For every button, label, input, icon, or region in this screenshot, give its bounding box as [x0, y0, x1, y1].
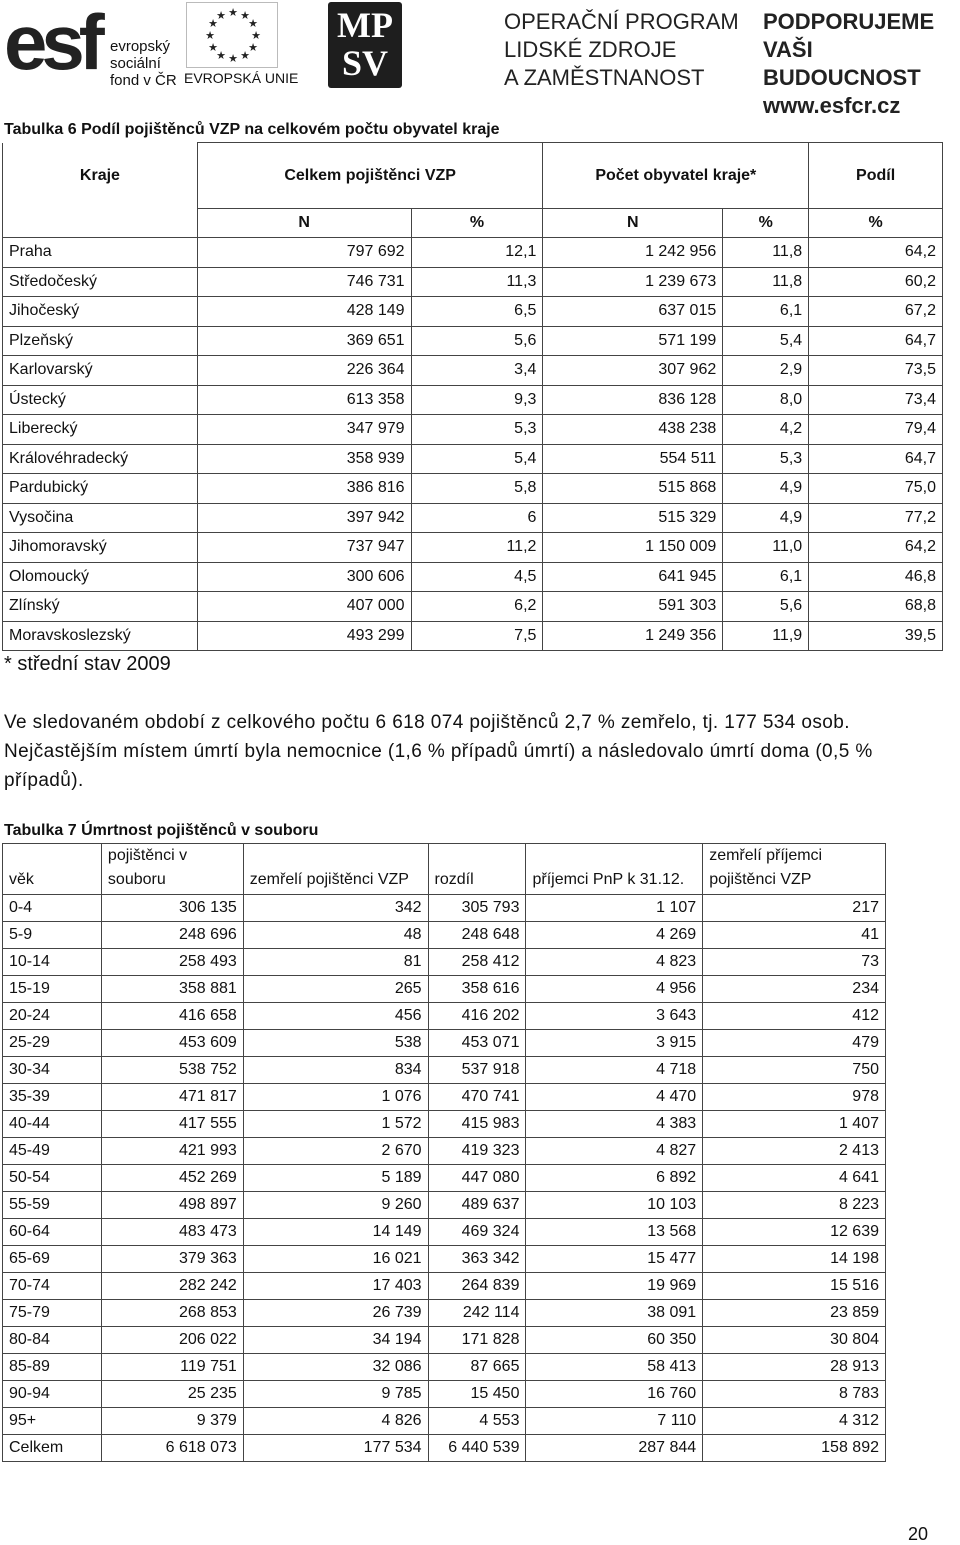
value-cell: 307 962	[543, 356, 723, 386]
table6-footnote: * střední stav 2009	[4, 653, 171, 675]
value-cell: 421 993	[101, 1138, 243, 1165]
table-row	[3, 1381, 886, 1408]
subheader-percent: %	[723, 209, 809, 238]
value-cell: 5,4	[723, 326, 809, 356]
age-group-cell: 5-9	[3, 922, 102, 949]
table-row	[3, 444, 943, 474]
value-cell: 5,3	[411, 415, 543, 445]
value-cell: 2 413	[703, 1138, 886, 1165]
table-row	[3, 356, 943, 386]
subheader-n: N	[543, 209, 723, 238]
value-cell: 1 572	[243, 1111, 428, 1138]
value-cell: 489 637	[428, 1192, 526, 1219]
age-group-cell: 45-49	[3, 1138, 102, 1165]
value-cell: 2,9	[723, 356, 809, 386]
table7	[2, 843, 886, 1462]
table-row	[3, 326, 943, 356]
region-name-cell: Vysočina	[3, 503, 198, 533]
age-group-cell: 95+	[3, 1408, 102, 1435]
value-cell: 7,5	[411, 621, 543, 651]
value-cell: 456	[243, 1003, 428, 1030]
value-cell: 1 249 356	[543, 621, 723, 651]
value-cell: 306 135	[101, 895, 243, 922]
value-cell: 1 150 009	[543, 533, 723, 563]
subheader-percent: %	[411, 209, 543, 238]
table6-body	[3, 238, 943, 651]
value-cell: 264 839	[428, 1273, 526, 1300]
age-group-cell: 50-54	[3, 1165, 102, 1192]
value-cell: 447 080	[428, 1165, 526, 1192]
svg-text:★: ★	[216, 49, 226, 62]
value-cell: 386 816	[197, 474, 411, 504]
table7-header-cell: věk	[3, 844, 102, 895]
value-cell: 452 269	[101, 1165, 243, 1192]
svg-text:★: ★	[248, 17, 258, 30]
value-cell: 300 606	[197, 562, 411, 592]
table-row	[3, 1354, 886, 1381]
value-cell: 554 511	[543, 444, 723, 474]
region-name-cell: Moravskoslezský	[3, 621, 198, 651]
value-cell: 363 342	[428, 1246, 526, 1273]
value-cell: 428 149	[197, 297, 411, 327]
value-cell: 12,1	[411, 238, 543, 268]
value-cell: 15 516	[703, 1273, 886, 1300]
value-cell: 206 022	[101, 1327, 243, 1354]
region-name-cell: Pardubický	[3, 474, 198, 504]
region-name-cell: Praha	[3, 238, 198, 268]
svg-text:★: ★	[240, 49, 250, 62]
value-cell: 978	[703, 1084, 886, 1111]
value-cell: 379 363	[101, 1246, 243, 1273]
value-cell: 471 817	[101, 1084, 243, 1111]
value-cell: 515 329	[543, 503, 723, 533]
value-cell: 498 897	[101, 1192, 243, 1219]
value-cell: 73,4	[809, 385, 943, 415]
eu-logo	[184, 2, 299, 88]
svg-text:★: ★	[205, 29, 215, 42]
table-row	[3, 922, 886, 949]
value-cell: 11,8	[723, 238, 809, 268]
age-group-cell: 30-34	[3, 1057, 102, 1084]
value-cell: 177 534	[243, 1435, 428, 1462]
value-cell: 2 670	[243, 1138, 428, 1165]
table-row	[3, 533, 943, 563]
value-cell: 1 407	[703, 1111, 886, 1138]
age-group-cell: 90-94	[3, 1381, 102, 1408]
value-cell: 12 639	[703, 1219, 886, 1246]
value-cell: 5,6	[723, 592, 809, 622]
mortality-paragraph: Ve sledovaném období z celkového počtu 6 618 074 pojištěnců 2,7 % zemřelo, tj. 177 534 osob. Nejčastějším místem úmrtí byla nemocnice (1,6 % případů úmrtí) a následovalo úmrtí doma (0,5 % případů).	[4, 712, 873, 791]
value-cell: 46,8	[809, 562, 943, 592]
table-row	[3, 976, 886, 1003]
value-cell: 342	[243, 895, 428, 922]
table-row	[3, 503, 943, 533]
value-cell: 11,9	[723, 621, 809, 651]
value-cell: 470 741	[428, 1084, 526, 1111]
value-cell: 8 783	[703, 1381, 886, 1408]
value-cell: 48	[243, 922, 428, 949]
esf-logo-text: esf	[4, 0, 99, 86]
value-cell: 11,0	[723, 533, 809, 563]
table-row	[3, 1192, 886, 1219]
value-cell: 15 450	[428, 1381, 526, 1408]
value-cell: 5 189	[243, 1165, 428, 1192]
value-cell: 6,1	[723, 562, 809, 592]
table-row	[3, 1327, 886, 1354]
value-cell: 4 826	[243, 1408, 428, 1435]
table-row	[3, 562, 943, 592]
value-cell: 6 440 539	[428, 1435, 526, 1462]
table-row	[3, 297, 943, 327]
age-group-cell: 35-39	[3, 1084, 102, 1111]
table-row	[3, 1435, 886, 1462]
value-cell: 407 000	[197, 592, 411, 622]
table7-header-cell: pojištěnci v souboru	[101, 844, 243, 895]
table-row	[3, 1111, 886, 1138]
value-cell: 60 350	[526, 1327, 703, 1354]
value-cell: 58 413	[526, 1354, 703, 1381]
value-cell: 358 616	[428, 976, 526, 1003]
value-cell: 417 555	[101, 1111, 243, 1138]
mpsv-logo	[328, 2, 402, 88]
table-row	[3, 895, 886, 922]
table-row	[3, 1246, 886, 1273]
value-cell: 87 665	[428, 1354, 526, 1381]
value-cell: 8 223	[703, 1192, 886, 1219]
value-cell: 537 918	[428, 1057, 526, 1084]
table-row	[3, 1057, 886, 1084]
value-cell: 4 823	[526, 949, 703, 976]
value-cell: 415 983	[428, 1111, 526, 1138]
value-cell: 438 238	[543, 415, 723, 445]
value-cell: 73,5	[809, 356, 943, 386]
value-cell: 538 752	[101, 1057, 243, 1084]
svg-text:★: ★	[228, 6, 238, 19]
header-pocet-obyvatel: Počet obyvatel kraje*	[543, 143, 809, 209]
age-group-cell: 70-74	[3, 1273, 102, 1300]
value-cell: 4 383	[526, 1111, 703, 1138]
value-cell: 6 892	[526, 1165, 703, 1192]
value-cell: 4 553	[428, 1408, 526, 1435]
value-cell: 11,8	[723, 267, 809, 297]
value-cell: 416 202	[428, 1003, 526, 1030]
age-group-cell: 65-69	[3, 1246, 102, 1273]
subheader-percent: %	[809, 209, 943, 238]
value-cell: 234	[703, 976, 886, 1003]
value-cell: 1 107	[526, 895, 703, 922]
value-cell: 26 739	[243, 1300, 428, 1327]
age-group-cell: 75-79	[3, 1300, 102, 1327]
region-name-cell: Královéhradecký	[3, 444, 198, 474]
value-cell: 479	[703, 1030, 886, 1057]
value-cell: 9 785	[243, 1381, 428, 1408]
value-cell: 416 658	[101, 1003, 243, 1030]
value-cell: 4 718	[526, 1057, 703, 1084]
table-row	[3, 1030, 886, 1057]
subheader-n: N	[197, 209, 411, 238]
value-cell: 258 493	[101, 949, 243, 976]
age-group-cell: 55-59	[3, 1192, 102, 1219]
age-group-cell: 60-64	[3, 1219, 102, 1246]
value-cell: 13 568	[526, 1219, 703, 1246]
value-cell: 3 915	[526, 1030, 703, 1057]
value-cell: 158 892	[703, 1435, 886, 1462]
value-cell: 258 412	[428, 949, 526, 976]
value-cell: 305 793	[428, 895, 526, 922]
value-cell: 242 114	[428, 1300, 526, 1327]
table-row	[3, 621, 943, 651]
value-cell: 9 379	[101, 1408, 243, 1435]
table-row	[3, 1138, 886, 1165]
table-row	[3, 1273, 886, 1300]
table-row	[3, 1300, 886, 1327]
value-cell: 591 303	[543, 592, 723, 622]
value-cell: 19 969	[526, 1273, 703, 1300]
value-cell: 81	[243, 949, 428, 976]
support-slogan: PODPORUJEME VAŠI BUDOUCNOST www.esfcr.cz	[763, 9, 935, 118]
value-cell: 836 128	[543, 385, 723, 415]
value-cell: 16 760	[526, 1381, 703, 1408]
svg-text:★: ★	[208, 17, 218, 30]
value-cell: 358 939	[197, 444, 411, 474]
value-cell: 4 269	[526, 922, 703, 949]
value-cell: 419 323	[428, 1138, 526, 1165]
value-cell: 4,5	[411, 562, 543, 592]
value-cell: 637 015	[543, 297, 723, 327]
esf-logo	[4, 2, 184, 88]
value-cell: 737 947	[197, 533, 411, 563]
region-name-cell: Jihočeský	[3, 297, 198, 327]
value-cell: 5,8	[411, 474, 543, 504]
value-cell: 16 021	[243, 1246, 428, 1273]
table-row	[3, 474, 943, 504]
value-cell: 1 239 673	[543, 267, 723, 297]
value-cell: 64,7	[809, 444, 943, 474]
table-row	[3, 267, 943, 297]
eu-flag-icon	[186, 2, 278, 68]
age-group-cell: 85-89	[3, 1354, 102, 1381]
value-cell: 347 979	[197, 415, 411, 445]
table-row	[3, 1219, 886, 1246]
value-cell: 4 956	[526, 976, 703, 1003]
table-row	[3, 385, 943, 415]
age-group-cell: 25-29	[3, 1030, 102, 1057]
page-number: 20	[908, 1524, 929, 1544]
region-name-cell: Středočeský	[3, 267, 198, 297]
esf-logo-subtitle: evropský sociální fond v ČR	[110, 38, 177, 89]
value-cell: 248 696	[101, 922, 243, 949]
age-group-cell: 20-24	[3, 1003, 102, 1030]
table7-body	[3, 895, 886, 1462]
value-cell: 7 110	[526, 1408, 703, 1435]
operational-program-title: OPERAČNÍ PROGRAM LIDSKÉ ZDROJE A ZAMĚSTNANOST	[504, 9, 739, 90]
value-cell: 34 194	[243, 1327, 428, 1354]
svg-text:★: ★	[228, 52, 238, 65]
value-cell: 268 853	[101, 1300, 243, 1327]
logo-header	[0, 0, 960, 118]
svg-text:★: ★	[251, 29, 261, 42]
value-cell: 23 859	[703, 1300, 886, 1327]
value-cell: 1 076	[243, 1084, 428, 1111]
value-cell: 39,5	[809, 621, 943, 651]
value-cell: 14 198	[703, 1246, 886, 1273]
value-cell: 28 913	[703, 1354, 886, 1381]
value-cell: 25 235	[101, 1381, 243, 1408]
value-cell: 248 648	[428, 922, 526, 949]
value-cell: 746 731	[197, 267, 411, 297]
value-cell: 17 403	[243, 1273, 428, 1300]
svg-text:★: ★	[248, 41, 258, 54]
value-cell: 358 881	[101, 976, 243, 1003]
value-cell: 119 751	[101, 1354, 243, 1381]
value-cell: 493 299	[197, 621, 411, 651]
table7-header-cell: zemřelí pojištěnci VZP	[243, 844, 428, 895]
table-row	[3, 1165, 886, 1192]
value-cell: 6,1	[723, 297, 809, 327]
value-cell: 171 828	[428, 1327, 526, 1354]
table-row	[3, 1408, 886, 1435]
age-group-cell: 15-19	[3, 976, 102, 1003]
value-cell: 4,2	[723, 415, 809, 445]
value-cell: 5,3	[723, 444, 809, 474]
value-cell: 538	[243, 1030, 428, 1057]
value-cell: 369 651	[197, 326, 411, 356]
region-name-cell: Karlovarský	[3, 356, 198, 386]
value-cell: 4 470	[526, 1084, 703, 1111]
age-group-cell: 40-44	[3, 1111, 102, 1138]
value-cell: 6 618 073	[101, 1435, 243, 1462]
value-cell: 30 804	[703, 1327, 886, 1354]
value-cell: 750	[703, 1057, 886, 1084]
value-cell: 11,3	[411, 267, 543, 297]
value-cell: 4 827	[526, 1138, 703, 1165]
table-row	[3, 592, 943, 622]
value-cell: 8,0	[723, 385, 809, 415]
value-cell: 6,5	[411, 297, 543, 327]
mpsv-logo-text: MP SV	[337, 5, 393, 83]
value-cell: 1 242 956	[543, 238, 723, 268]
value-cell: 4,9	[723, 474, 809, 504]
value-cell: 397 942	[197, 503, 411, 533]
value-cell: 613 358	[197, 385, 411, 415]
value-cell: 469 324	[428, 1219, 526, 1246]
svg-text:★: ★	[240, 9, 250, 22]
svg-text:★: ★	[216, 9, 226, 22]
value-cell: 6,2	[411, 592, 543, 622]
table7-caption: Tabulka 7 Úmrtnost pojištěnců v souboru	[4, 822, 319, 839]
header-kraje: Kraje	[3, 143, 198, 209]
value-cell: 5,6	[411, 326, 543, 356]
value-cell: 73	[703, 949, 886, 976]
value-cell: 797 692	[197, 238, 411, 268]
value-cell: 4 641	[703, 1165, 886, 1192]
region-name-cell: Liberecký	[3, 415, 198, 445]
value-cell: 60,2	[809, 267, 943, 297]
region-name-cell: Olomoucký	[3, 562, 198, 592]
value-cell: 64,2	[809, 533, 943, 563]
value-cell: 6	[411, 503, 543, 533]
value-cell: 68,8	[809, 592, 943, 622]
header-celkem-pojistenci: Celkem pojištěnci VZP	[197, 143, 543, 209]
value-cell: 453 609	[101, 1030, 243, 1057]
region-name-cell: Plzeňský	[3, 326, 198, 356]
eu-caption: EVROPSKÁ UNIE	[184, 70, 299, 86]
svg-text:★: ★	[208, 41, 218, 54]
table-row	[3, 1003, 886, 1030]
table7-header-cell: zemřelí příjemci pojištěnci VZP	[703, 844, 886, 895]
header-podil: Podíl	[809, 143, 943, 209]
value-cell: 5,4	[411, 444, 543, 474]
value-cell: 571 199	[543, 326, 723, 356]
value-cell: 3 643	[526, 1003, 703, 1030]
table-row	[3, 1084, 886, 1111]
age-group-cell: 10-14	[3, 949, 102, 976]
value-cell: 453 071	[428, 1030, 526, 1057]
value-cell: 265	[243, 976, 428, 1003]
table6	[2, 142, 943, 651]
value-cell: 41	[703, 922, 886, 949]
age-group-cell: 0-4	[3, 895, 102, 922]
region-name-cell: Zlínský	[3, 592, 198, 622]
value-cell: 11,2	[411, 533, 543, 563]
value-cell: 10 103	[526, 1192, 703, 1219]
value-cell: 412	[703, 1003, 886, 1030]
value-cell: 9,3	[411, 385, 543, 415]
value-cell: 3,4	[411, 356, 543, 386]
value-cell: 483 473	[101, 1219, 243, 1246]
value-cell: 75,0	[809, 474, 943, 504]
value-cell: 14 149	[243, 1219, 428, 1246]
age-group-cell: 80-84	[3, 1327, 102, 1354]
value-cell: 287 844	[526, 1435, 703, 1462]
value-cell: 226 364	[197, 356, 411, 386]
value-cell: 4 312	[703, 1408, 886, 1435]
table7-header-cell: rozdíl	[428, 844, 526, 895]
value-cell: 64,2	[809, 238, 943, 268]
value-cell: 15 477	[526, 1246, 703, 1273]
value-cell: 9 260	[243, 1192, 428, 1219]
value-cell: 79,4	[809, 415, 943, 445]
value-cell: 834	[243, 1057, 428, 1084]
value-cell: 77,2	[809, 503, 943, 533]
value-cell: 641 945	[543, 562, 723, 592]
value-cell: 64,7	[809, 326, 943, 356]
value-cell: 217	[703, 895, 886, 922]
table-row	[3, 949, 886, 976]
value-cell: 38 091	[526, 1300, 703, 1327]
value-cell: 32 086	[243, 1354, 428, 1381]
table6-caption: Tabulka 6 Podíl pojištěnců VZP na celkovém počtu obyvatel kraje	[4, 121, 500, 138]
region-name-cell: Jihomoravský	[3, 533, 198, 563]
age-group-cell: Celkem	[3, 1435, 102, 1462]
value-cell: 67,2	[809, 297, 943, 327]
value-cell: 282 242	[101, 1273, 243, 1300]
value-cell: 515 868	[543, 474, 723, 504]
region-name-cell: Ústecký	[3, 385, 198, 415]
table-row	[3, 238, 943, 268]
value-cell: 4,9	[723, 503, 809, 533]
table7-header-cell: příjemci PnP k 31.12.	[526, 844, 703, 895]
table-row	[3, 415, 943, 445]
